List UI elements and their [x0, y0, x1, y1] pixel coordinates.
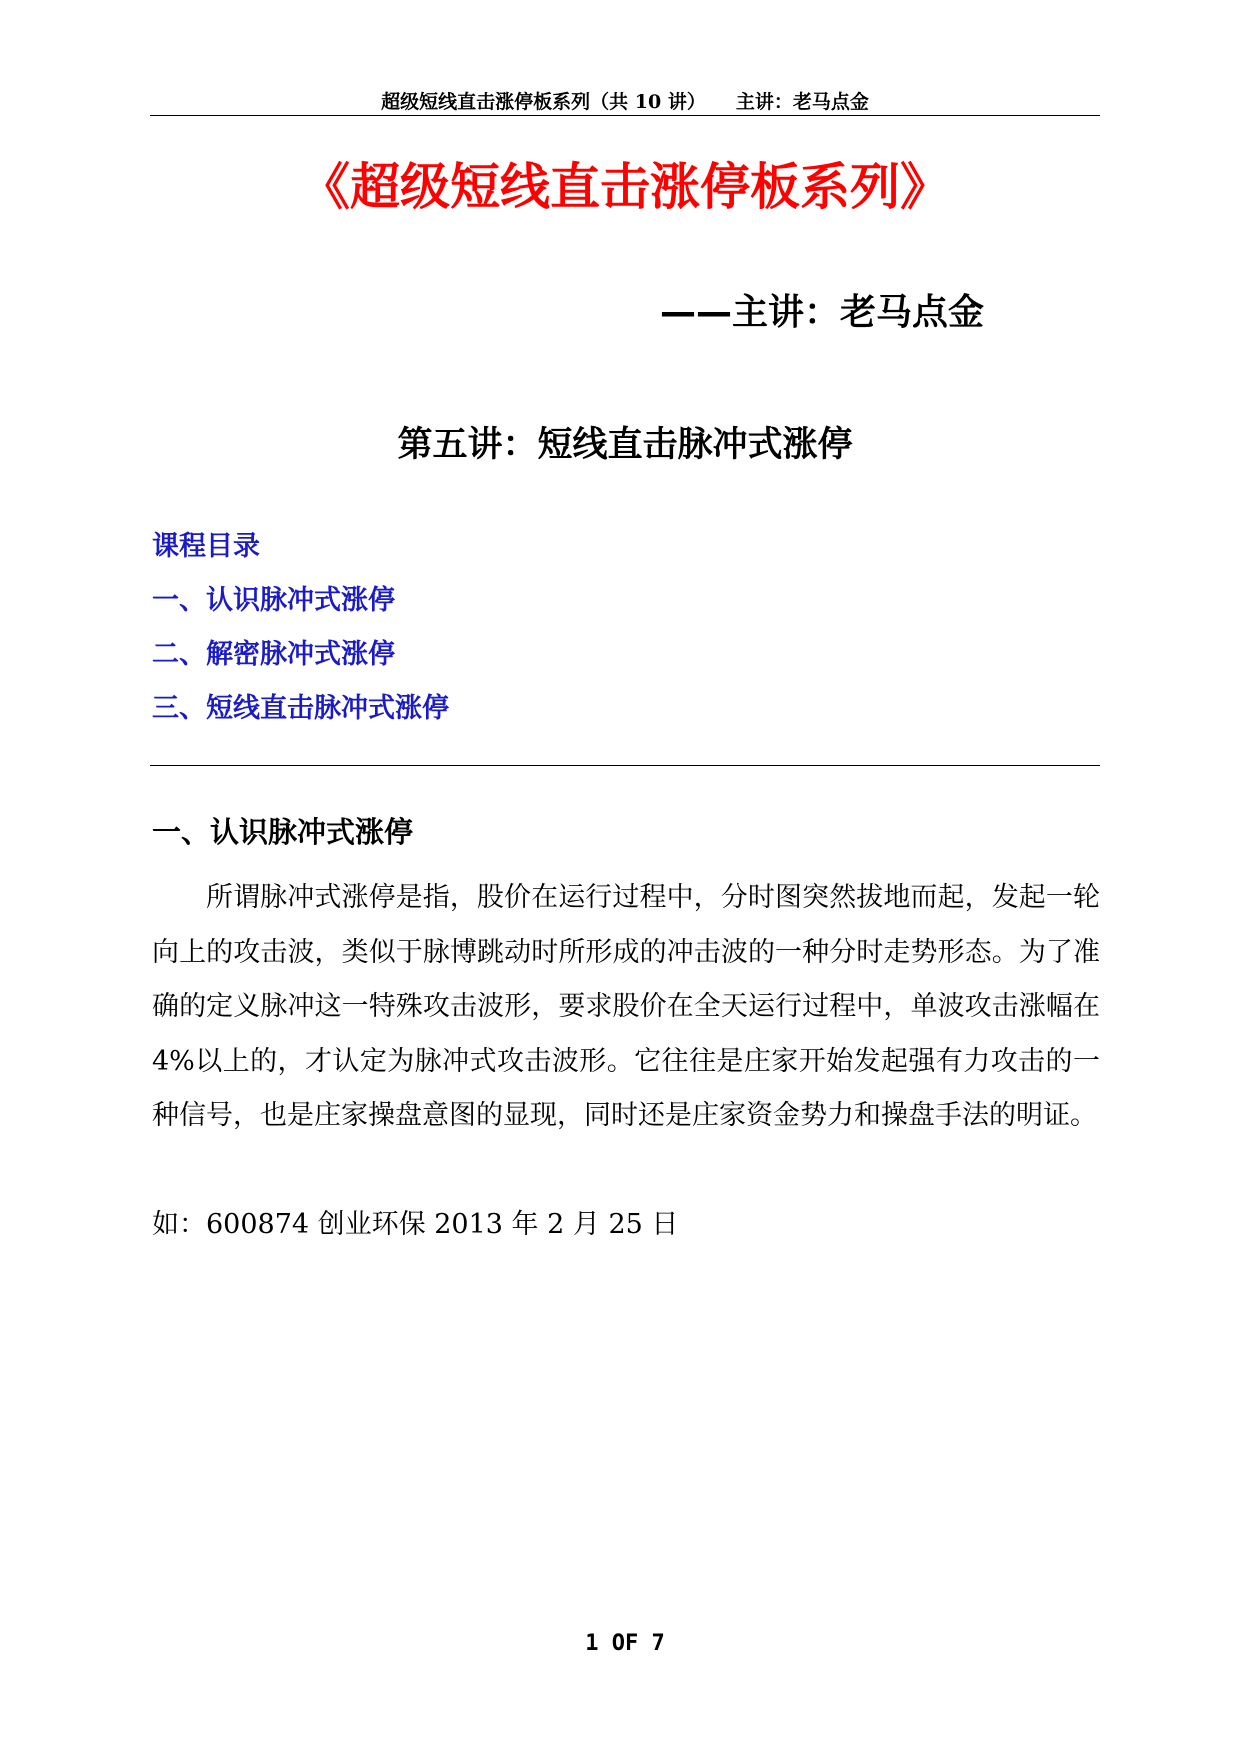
- page-number: 1 OF 7: [585, 1631, 665, 1656]
- page-header: [150, 88, 1100, 116]
- header-series-title: 超级短线直击涨停板系列（共 10 讲）: [381, 91, 706, 113]
- section-heading: 一、认识脉冲式涨停: [152, 815, 414, 849]
- toc-item-1[interactable]: 一、认识脉冲式涨停: [152, 585, 395, 616]
- lecture-title: 第五讲：短线直击脉冲式涨停: [397, 425, 853, 465]
- toc-item-3[interactable]: 三、短线直击脉冲式涨停: [152, 693, 449, 724]
- toc-item-2[interactable]: 二、解密脉冲式涨停: [152, 639, 395, 670]
- header-rule: [150, 115, 1100, 116]
- section-divider: [150, 765, 1100, 766]
- toc-heading: 课程目录: [152, 531, 260, 562]
- table-of-contents: [152, 520, 449, 736]
- example-line: 如：600874 创业环保 2013 年 2 月 25 日: [152, 1209, 679, 1240]
- lecturer-line: ——主讲：老马点金: [660, 292, 985, 333]
- document-title: 《超级短线直击涨停板系列》: [300, 158, 950, 216]
- body-paragraph: 所谓脉冲式涨停是指，股价在运行过程中，分时图突然拔地而起，发起一轮向上的攻击波，类似于脉博跳动时所形成的冲击波的一种分时走势形态。为了准确的定义脉冲这一特殊攻击波形，要求股价在全天运行过程中，单波攻击涨幅在 4%以上的，才认定为脉冲式攻击波形。它往往是庄家开始发起强有力攻击的一种信号，也是庄家操盘意图的显现，同时还是庄家资金势力和操盘手法的明证。: [152, 882, 1100, 1131]
- header-presenter: 主讲：老马点金: [735, 91, 869, 113]
